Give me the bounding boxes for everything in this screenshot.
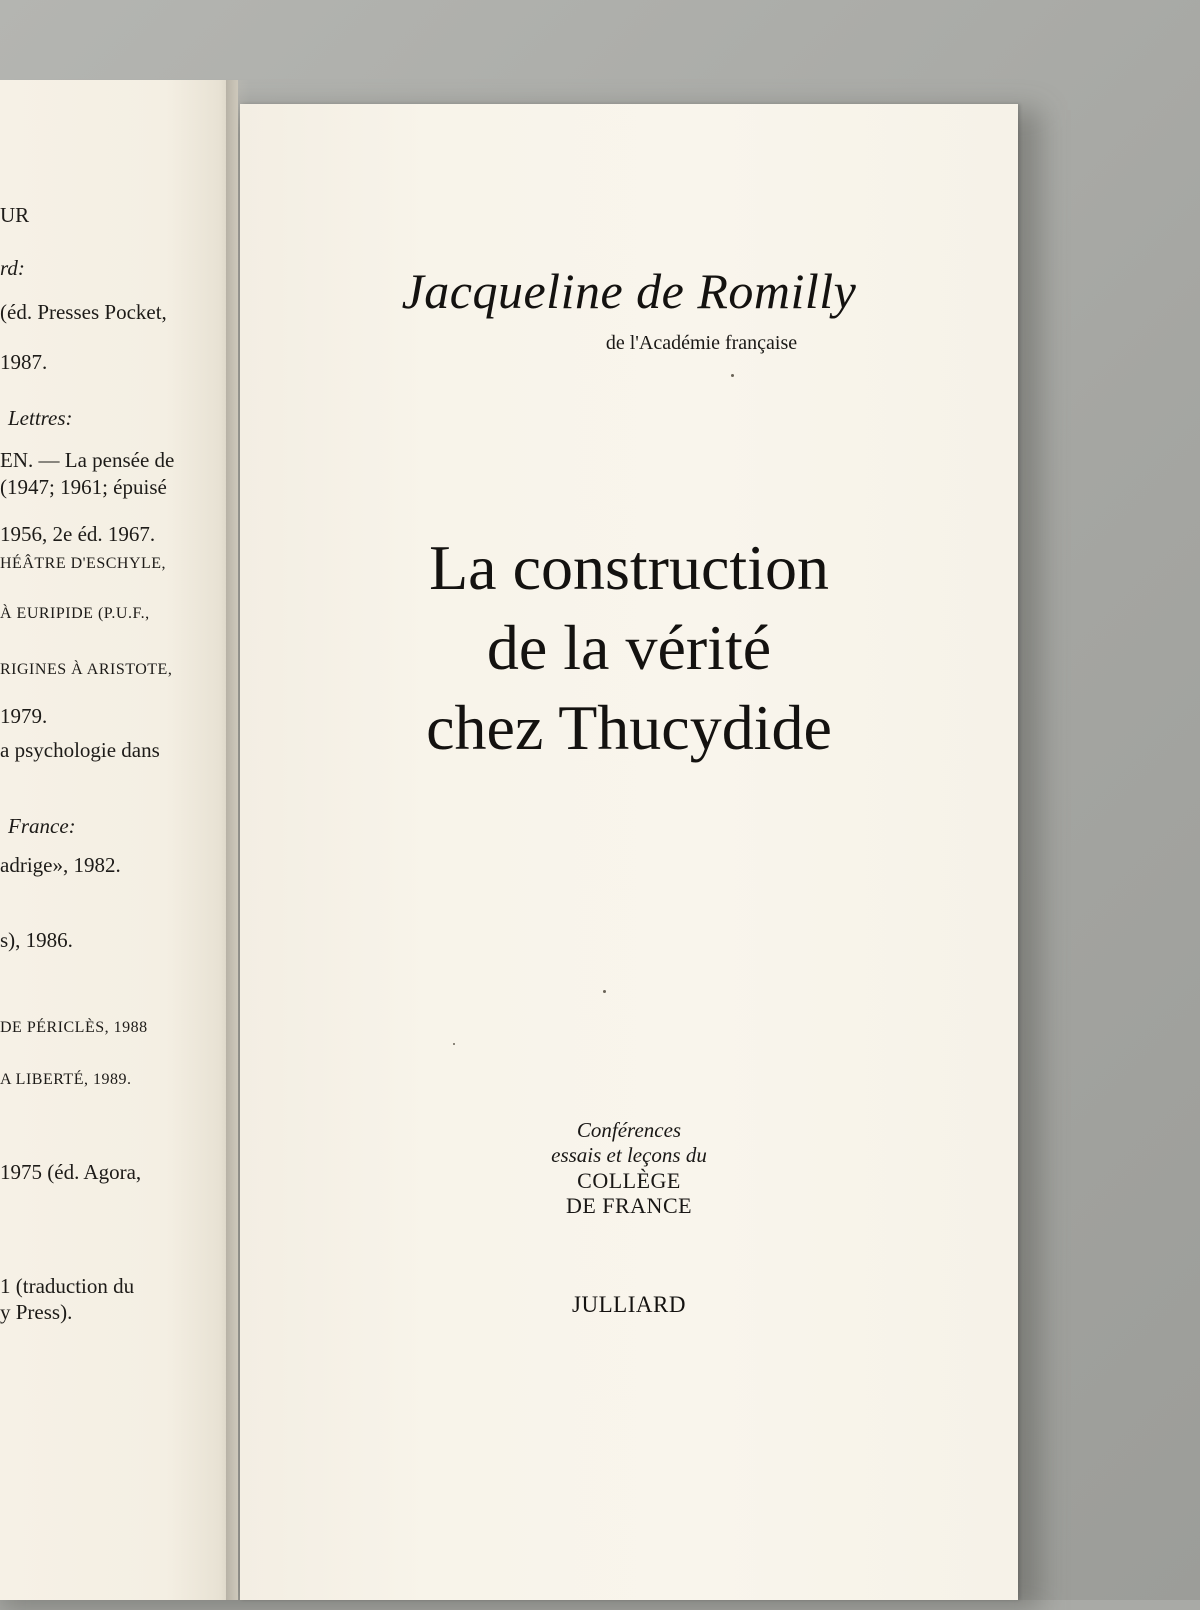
author-name: Jacqueline de Romilly bbox=[401, 263, 857, 319]
left-page-line: France: bbox=[8, 814, 76, 838]
left-page-line: 1987. bbox=[0, 350, 48, 374]
title-line: de la vérité bbox=[486, 612, 772, 683]
series-line: COLLÈGE bbox=[577, 1168, 681, 1193]
left-page-line: a psychologie dans bbox=[0, 738, 160, 762]
publisher-name: JULLIARD bbox=[572, 1292, 686, 1317]
series-line: essais et leçons du bbox=[551, 1143, 707, 1167]
left-page bbox=[0, 80, 238, 1600]
pencil-annotation: ​ bbox=[136, 170, 144, 207]
left-page-line: A LIBERTÉ, 1989. bbox=[0, 1071, 132, 1088]
paper-speck bbox=[731, 374, 734, 377]
left-page-line: EN. — La pensée de bbox=[0, 448, 175, 472]
series-line: Conférences bbox=[576, 1118, 682, 1142]
title-line: La construction bbox=[429, 532, 829, 603]
left-page-line: Lettres: bbox=[8, 406, 73, 430]
left-page-line: y Press). bbox=[0, 1300, 73, 1324]
left-page-line: DE PÉRICLÈS, 1988 bbox=[0, 1019, 148, 1036]
left-page-line: s), 1986. bbox=[0, 928, 73, 952]
right-page bbox=[240, 104, 1018, 1600]
left-page-line: (éd. Presses Pocket, bbox=[0, 300, 167, 324]
title-line: chez Thucydide bbox=[426, 692, 832, 763]
left-page-line: UR bbox=[0, 203, 30, 227]
paper-speck bbox=[603, 990, 606, 993]
author-affiliation: de l'Académie française bbox=[605, 332, 798, 354]
series-name bbox=[240, 1118, 1018, 1218]
left-page-line: 1979. bbox=[0, 704, 48, 728]
left-page-line: HÉÂTRE D'ESCHYLE, bbox=[0, 555, 167, 572]
book-title bbox=[240, 528, 1018, 768]
left-page-line: rd: bbox=[0, 256, 25, 280]
left-page-line: adrige», 1982. bbox=[0, 853, 121, 877]
left-page-line: (1947; 1961; épuisé bbox=[0, 475, 167, 499]
left-page-line: RIGINES À ARISTOTE, bbox=[0, 661, 173, 678]
left-page-line: À EURIPIDE (P.U.F., bbox=[0, 605, 150, 622]
paper-speck bbox=[453, 1043, 455, 1045]
left-page-line: 1975 (éd. Agora, bbox=[0, 1160, 142, 1184]
series-line: DE FRANCE bbox=[565, 1193, 693, 1218]
left-page-line: 1 (traduction du bbox=[0, 1274, 135, 1298]
left-page-line: 1956, 2e éd. 1967. bbox=[0, 522, 156, 546]
